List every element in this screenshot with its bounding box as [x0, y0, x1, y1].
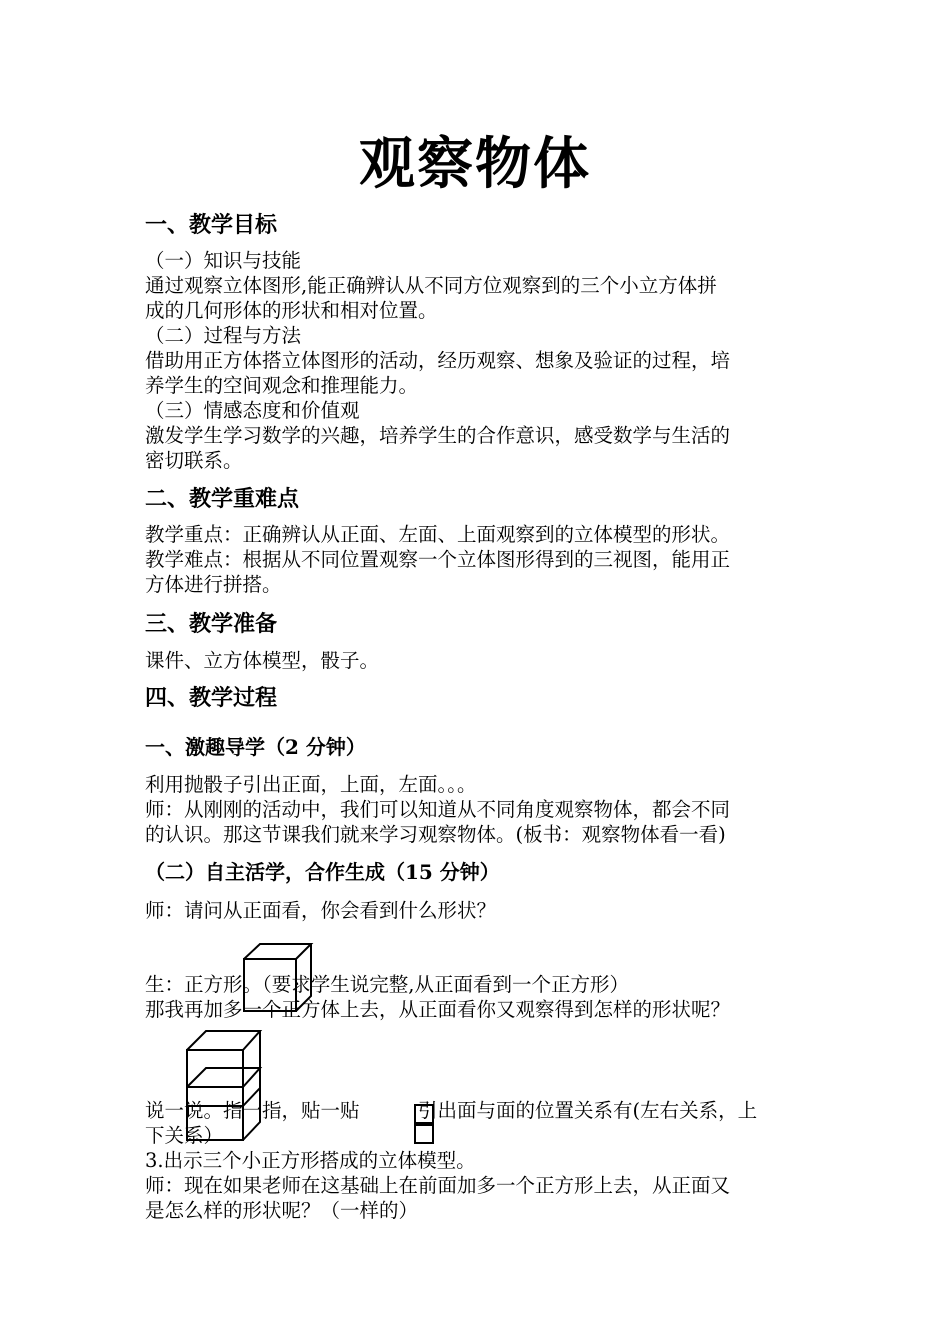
paragraph-line: 引出面与面的位置关系有(左右关系，上	[418, 1099, 758, 1122]
paragraph-line: 教学重点：正确辨认从正面、左面、上面观察到的立体模型的形状。	[145, 523, 731, 546]
paragraph-line: 3.出示三个小正方形搭成的立体模型。	[145, 1149, 476, 1172]
paragraph-line: 密切联系。	[145, 449, 243, 472]
stacked-squares-figure	[414, 1104, 436, 1146]
paragraph-line: 教学难点：根据从不同位置观察一个立体图形得到的三视图，能用正	[145, 548, 731, 571]
paragraph-line: 成的几何形体的形状和相对位置。	[145, 299, 438, 322]
paragraph-line: 利用抛骰子引出正面，上面，左面。。。	[145, 773, 477, 796]
paragraph-line: 借助用正方体搭立体图形的活动，经历观察、想象及验证的过程，培	[145, 349, 731, 372]
section-heading-key-points: 二、教学重难点	[145, 486, 300, 512]
subsection-heading-intro: 一、激趣导学（2 分钟）	[145, 735, 366, 759]
paragraph-line: 课件、立方体模型，骰子。	[145, 649, 380, 672]
section-heading-preparation: 三、教学准备	[145, 611, 278, 637]
paragraph-line: 激发学生学习数学的兴趣，培养学生的合作意识，感受数学与生活的	[145, 424, 731, 447]
paragraph-line: 那我再加多一个正方体上去，从正面看你又观察得到怎样的形状呢？	[145, 998, 731, 1021]
paragraph-line: 养学生的空间观念和推理能力。	[145, 374, 419, 397]
section-heading-process: 四、教学过程	[145, 685, 278, 711]
section-heading-objectives: 一、教学目标	[145, 212, 278, 238]
subsection-heading-self-study: （二）自主活学，合作生成（15 分钟）	[145, 860, 500, 884]
paragraph-line: 是怎么样的形状呢？（一样的）	[145, 1199, 419, 1222]
paragraph-line: 师：现在如果老师在这基础上在前面加多一个正方形上去，从正面又	[145, 1174, 731, 1197]
subheading-knowledge: （一）知识与技能	[145, 249, 302, 272]
paragraph-line: 通过观察立体图形,能正确辨认从不同方位观察到的三个小立方体拼	[145, 274, 717, 297]
paragraph-line: 下关系）	[145, 1124, 224, 1147]
paragraph-line: 方体进行拼搭。	[145, 573, 282, 596]
paragraph-line: 说一说。指一指，贴一贴	[145, 1099, 360, 1122]
subheading-attitude: （三）情感态度和价值观	[145, 399, 360, 422]
subheading-process: （二）过程与方法	[145, 324, 302, 347]
paragraph-line: 师：从刚刚的活动中，我们可以知道从不同角度观察物体，都会不同	[145, 798, 731, 821]
paragraph-line: 的认识。那这节课我们就来学习观察物体。(板书：观察物体看一看)	[145, 823, 726, 846]
paragraph-line: 师：请问从正面看，你会看到什么形状？	[145, 899, 497, 922]
paragraph-line: 生：正方形。（要求学生说完整,从正面看到一个正方形）	[145, 973, 629, 996]
page-title: 观察物体	[359, 131, 591, 197]
